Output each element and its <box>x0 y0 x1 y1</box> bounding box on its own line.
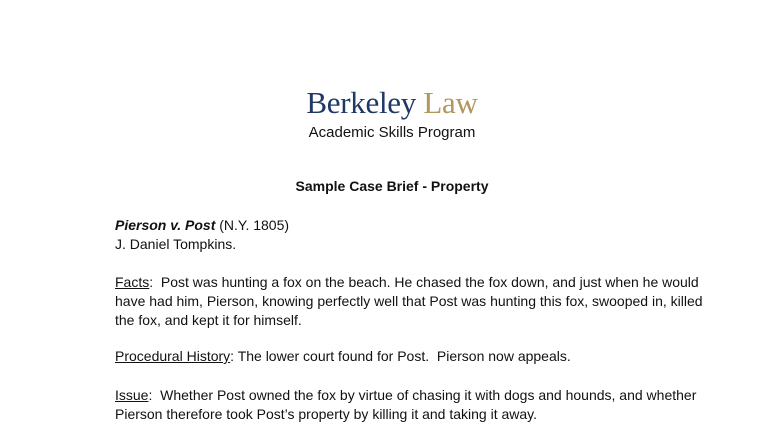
case-title-line <box>115 216 715 235</box>
logo-law-text: Law <box>423 85 478 120</box>
document-title: Sample Case Brief - Property <box>295 178 489 194</box>
issue-label: Issue <box>115 387 149 403</box>
case-citation: (N.Y. 1805) <box>215 217 290 233</box>
facts-section <box>115 273 715 330</box>
case-judge: J. Daniel Tompkins. <box>115 236 237 252</box>
issue-separator: : <box>148 387 161 403</box>
berkeley-law-logo <box>0 83 784 123</box>
procedural-history-separator: : <box>230 348 238 364</box>
issue-section <box>115 386 715 424</box>
issue-text: Whether Post owned the fox by virtue of chasing it with dogs and hounds, and whether Pierson therefore took Post’s property by killing it and taking it away. <box>115 387 697 422</box>
procedural-history-section <box>115 347 715 366</box>
program-subtitle: Academic Skills Program <box>308 124 476 141</box>
procedural-history-text: The lower court found for Post. Pierson now appeals. <box>237 348 571 364</box>
logo-berkeley-text: Berkeley <box>306 85 416 120</box>
procedural-history-label: Procedural History <box>115 348 231 364</box>
case-name: Pierson v. Post <box>115 217 216 233</box>
facts-label: Facts <box>115 274 150 290</box>
facts-text: Post was hunting a fox on the beach. He chased the fox down, and just when he would have had him, Pierson, knowing perfectly well that Post was hunting this fox, swooped in, killed the fox, and kept it for himself. <box>115 274 703 328</box>
case-citation-block <box>115 216 715 254</box>
facts-separator: : <box>149 274 161 290</box>
